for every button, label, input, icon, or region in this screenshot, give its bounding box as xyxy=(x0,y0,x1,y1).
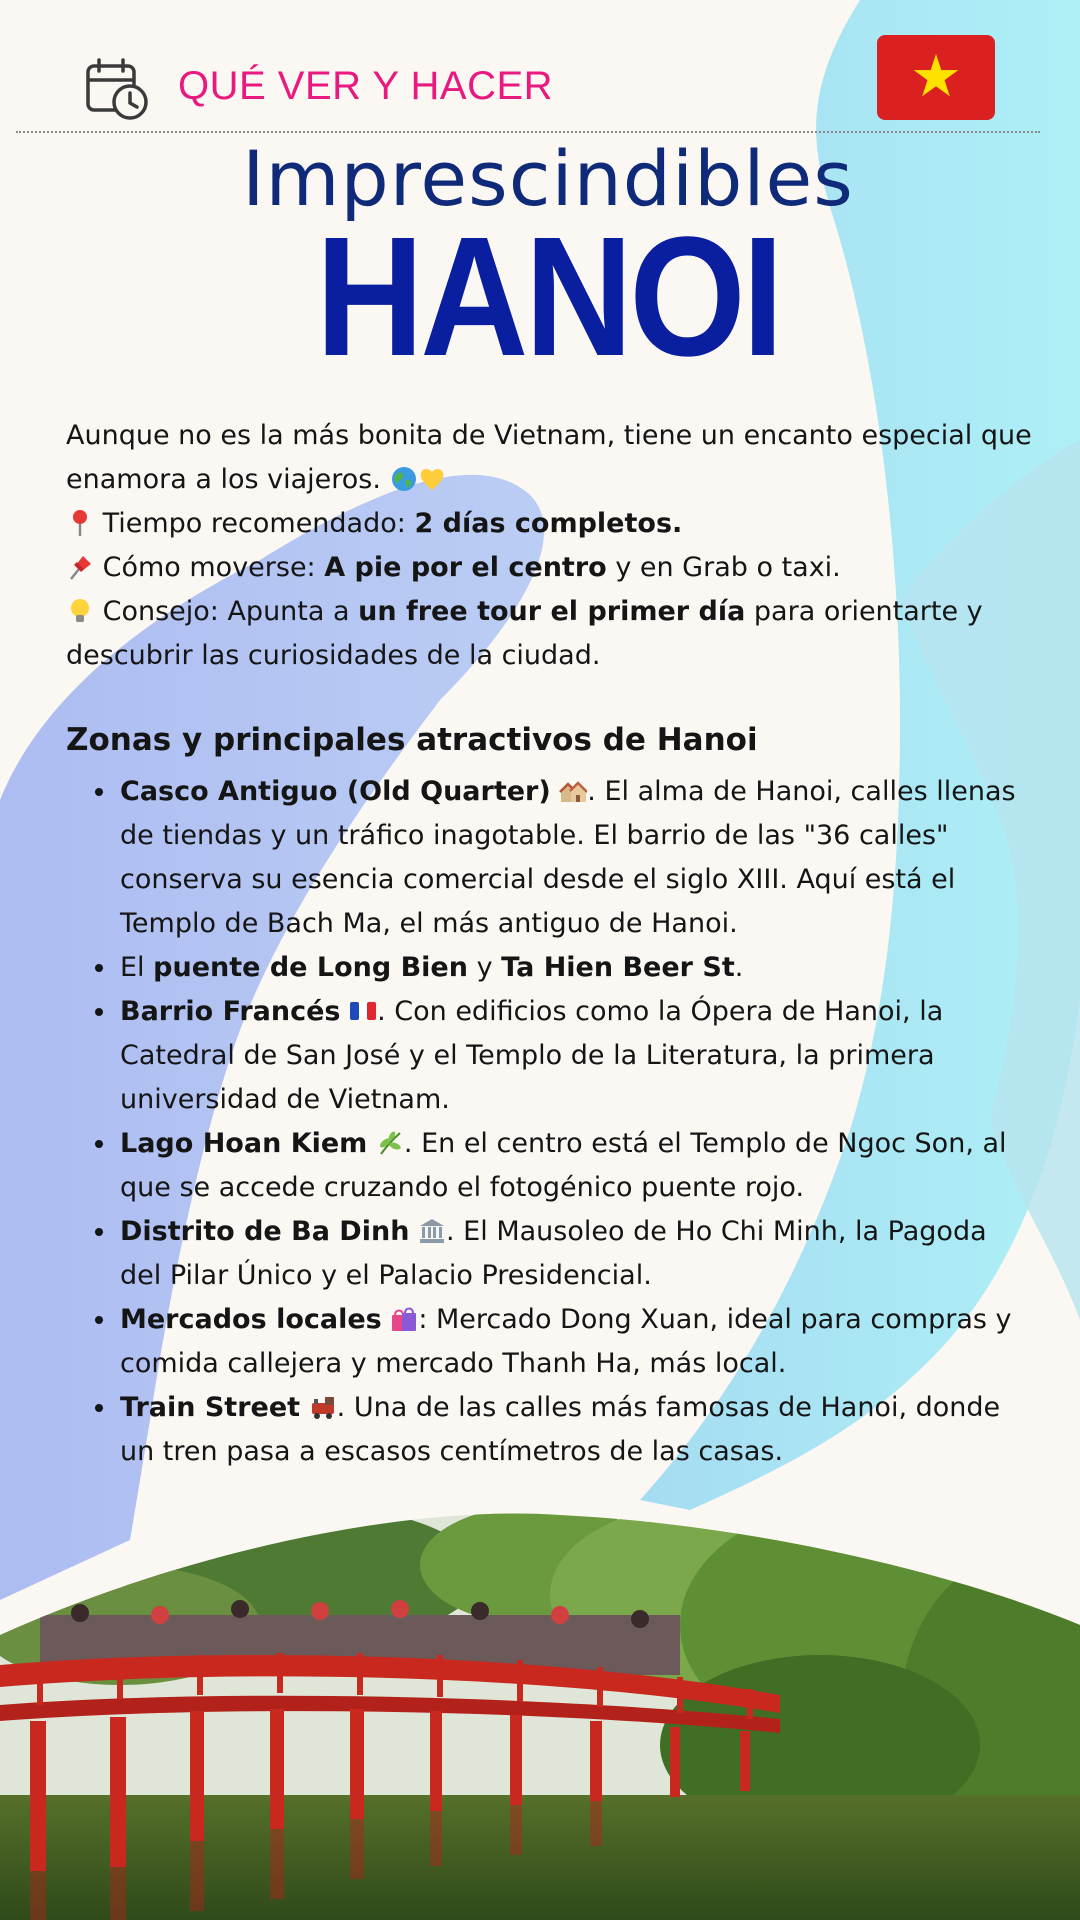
tip-rest: para orientarte y descubrir las curiosidades de la ciudad. xyxy=(66,596,983,671)
intro-block xyxy=(66,414,1036,678)
pushpin-icon xyxy=(66,553,94,581)
tip-label: Consejo: Apunta a xyxy=(102,596,350,627)
round-pushpin-icon xyxy=(66,509,94,537)
section-title: Zonas y principales atractivos de Hanoi xyxy=(66,722,758,758)
item-title: Distrito de Ba Dinh xyxy=(120,1216,410,1247)
item-post: . xyxy=(734,952,744,983)
item-text: : Mercado Dong Xuan, ideal para compras y comida callejera y mercado Thanh Ha, más local. xyxy=(120,1304,1012,1379)
item-title: Barrio Francés xyxy=(120,996,341,1027)
list-item xyxy=(66,1298,1026,1386)
list-item xyxy=(66,1210,1026,1298)
item-text: . El Mausoleo de Ho Chi Minh, la Pagoda del Pilar Único y el Palacio Presidencial. xyxy=(120,1216,987,1291)
calendar-clock-icon xyxy=(84,56,150,122)
item-text: . En el centro está el Templo de Ngoc Son, al que se accede cruzando el fotogénico puente rojo. xyxy=(120,1128,1007,1203)
item-title: Mercados locales xyxy=(120,1304,382,1335)
list-item xyxy=(66,770,1026,946)
page-title: HANOI xyxy=(315,202,781,392)
attractions-list xyxy=(66,770,1026,1474)
red-bridge-photo xyxy=(0,1505,1080,1920)
recommended-time-value: 2 días completos. xyxy=(414,508,683,539)
item-text: . El alma de Hanoi, calles llenas de tiendas y un tráfico inagotable. El barrio de las "36 calles" conserva su esencia comercial desde el siglo XIII. Aquí está el Templo de Bach Ma, el más antiguo de Hanoi. xyxy=(120,776,1016,939)
item-title: Casco Antiguo (Old Quarter) xyxy=(120,776,551,807)
list-item xyxy=(66,990,1026,1122)
intro-tip xyxy=(66,590,1036,678)
france-flag-icon xyxy=(349,997,377,1025)
item-title: Lago Hoan Kiem xyxy=(120,1128,368,1159)
section-header-title: QUÉ VER Y HACER xyxy=(178,64,554,108)
item-text: . Con edificios como la Ópera de Hanoi, la Catedral de San José y el Templo de la Literatura, la primera universidad de Vietnam. xyxy=(120,996,944,1115)
intro-text: Aunque no es la más bonita de Vietnam, tiene un encanto especial que enamora a los viajeros. xyxy=(66,420,1032,495)
header-divider xyxy=(16,131,1040,133)
houses-icon xyxy=(559,777,587,805)
transport-value: A pie por el centro xyxy=(324,552,607,583)
list-item xyxy=(66,946,1026,990)
item-pre: El xyxy=(120,952,145,983)
yellow-heart-icon xyxy=(418,465,446,493)
herb-icon xyxy=(376,1129,404,1157)
transport-rest: y en Grab o taxi. xyxy=(615,552,841,583)
intro-recommended-time xyxy=(66,502,1036,546)
classical-building-icon xyxy=(418,1217,446,1245)
intro-paragraph xyxy=(66,414,1036,502)
locomotive-icon xyxy=(309,1393,337,1421)
tip-value: un free tour el primer día xyxy=(358,596,746,627)
page-title-subtitle: Imprescindibles xyxy=(242,134,854,223)
recommended-time-label: Tiempo recomendado: xyxy=(102,508,406,539)
intro-transport xyxy=(66,546,1036,590)
item-text: . Una de las calles más famosas de Hanoi, donde un tren pasa a escasos centímetros de las casas. xyxy=(120,1392,1001,1467)
star-icon: ★ xyxy=(910,41,962,110)
item-mid: y xyxy=(476,952,493,983)
shopping-bags-icon xyxy=(390,1305,418,1333)
transport-label: Cómo moverse: xyxy=(102,552,316,583)
list-item xyxy=(66,1122,1026,1210)
list-item xyxy=(66,1386,1026,1474)
item-title-2: Ta Hien Beer St xyxy=(501,952,735,983)
item-title: Train Street xyxy=(120,1392,301,1423)
item-title: puente de Long Bien xyxy=(153,952,468,983)
vietnam-flag-icon xyxy=(877,35,995,120)
light-bulb-icon xyxy=(66,597,94,625)
globe-icon xyxy=(390,465,418,493)
